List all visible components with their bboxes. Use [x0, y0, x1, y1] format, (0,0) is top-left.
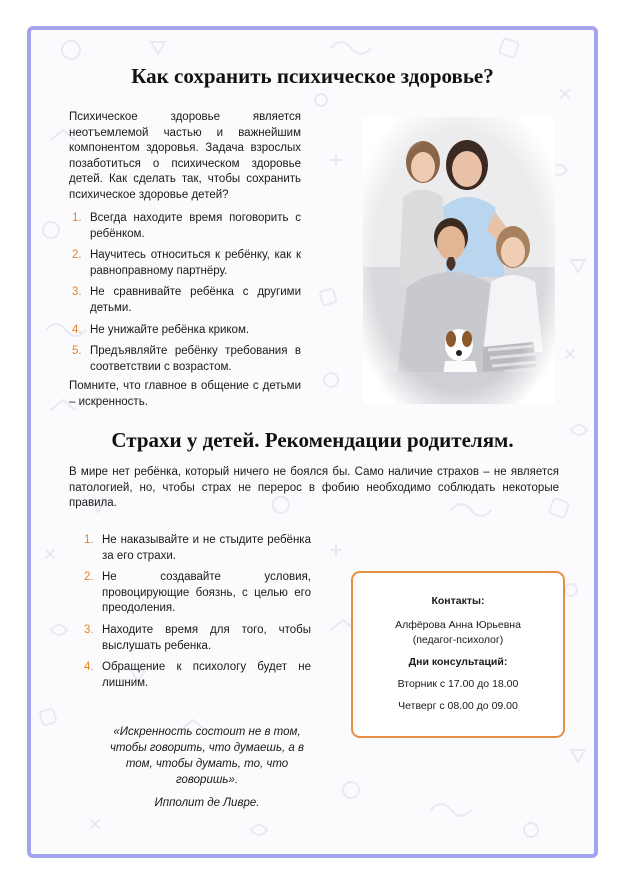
family-photo — [363, 117, 555, 404]
section1-intro: Психическое здоровье является неотъемлемой частью и важнейшим компонентом здоровья. Задача взрослых позаботиться о психическом здоровье детей. Как сделать так, чтобы сохранить психическое здоровье детей? — [69, 111, 301, 201]
contacts-title: Контакты: — [431, 595, 485, 607]
list-item: 2. Научитесь относиться к ребёнку, как к равноправному партнёру. — [72, 249, 301, 277]
section1-title: Как сохранить психическое здоровье? — [131, 64, 494, 88]
quote-author: Ипполит де Ливре. — [154, 797, 260, 809]
consultation-day-2: Четверг с 08.00 до 09.00 — [398, 700, 518, 712]
consultation-days-title: Дни консультаций: — [408, 656, 508, 668]
list-item: 5. Предъявляйте ребёнку требования в соответствии с возрастом. — [72, 345, 301, 373]
list-item: 3. Не сравнивайте ребёнка с другими детьми. — [72, 286, 301, 314]
contact-role: (педагог-психолог) — [412, 634, 504, 646]
list-item: 1. Всегда находите время поговорить с ребёнком. — [72, 212, 301, 240]
fears-tips-list — [81, 533, 311, 697]
section2-title: Страхи у детей. Рекомендации родителям. — [111, 428, 514, 452]
page-frame — [27, 26, 598, 858]
section1-closing: Помните, что главное в общение с детьми – искренность. — [69, 380, 301, 408]
list-item: 2. Не создавайте условия, провоцирующие боязнь, с целью его преодоления. — [84, 571, 311, 615]
contact-name: Алфёрова Анна Юрьевна — [395, 619, 521, 631]
family-photo-illustration — [363, 117, 555, 404]
contacts-box — [351, 571, 565, 738]
consultation-day-1: Вторник с 17.00 до 18.00 — [397, 678, 519, 690]
section2-intro: В мире нет ребёнка, который ничего не боялся бы. Само наличие страхов – не является патологией, но, чтобы страх не перерос в фобию необходимо соблюдать некоторые правила. — [69, 466, 559, 510]
page-content — [31, 30, 594, 854]
mental-health-tips-list — [69, 211, 301, 381]
list-item: 4. Обращение к психологу будет не лишним. — [84, 661, 311, 689]
list-item: 4. Не унижайте ребёнка криком. — [72, 323, 250, 336]
quote-text: «Искренность состоит не в том, чтобы говорить, что думаешь, а в том, чтобы думать, то, что говоришь». — [109, 726, 305, 786]
list-item: 1. Не наказывайте и не стыдите ребёнка за его страхи. — [84, 534, 311, 562]
list-item: 3. Находите время для того, чтобы выслушать ребенка. — [84, 623, 311, 652]
